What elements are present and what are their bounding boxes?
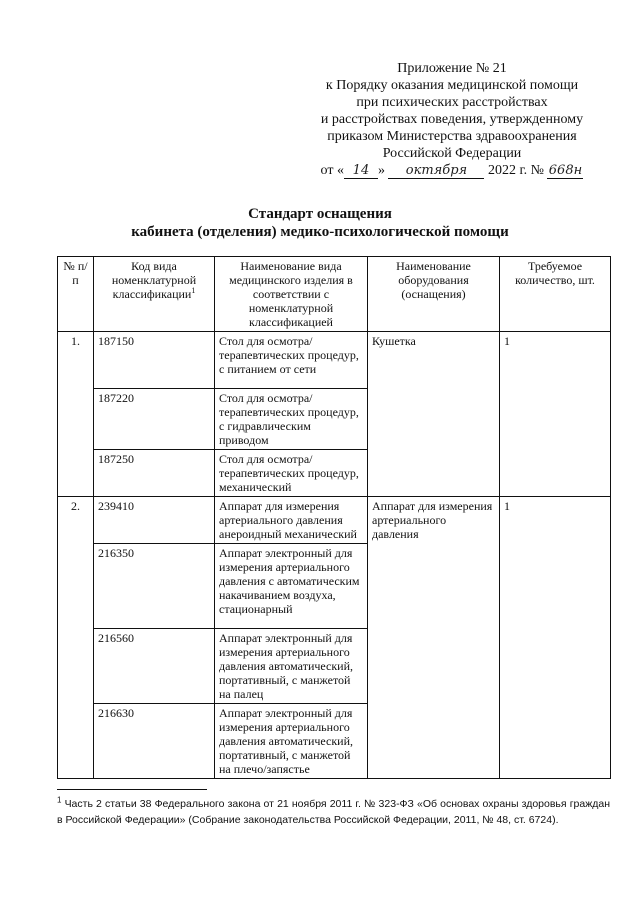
- row-device-name: Аппарат электронный для измерения артериального давления с автоматическим накачиванием воздуха, стационарный: [215, 544, 368, 629]
- row-qty: 1: [500, 497, 611, 779]
- header-code: [94, 257, 215, 332]
- appendix-line: и расстройствах поведения, утвержденному: [320, 112, 584, 127]
- footnote: [57, 796, 610, 828]
- appendix-line: приказом Министерства здравоохранения: [327, 129, 577, 144]
- row-equipment: Аппарат для измерения артериального давления: [368, 497, 500, 779]
- equipment-standard-table: [57, 256, 611, 779]
- row-code: 216630: [94, 704, 215, 779]
- row-device-name: Аппарат для измерения артериального давления анероидный механический: [215, 497, 368, 544]
- row-code: 239410: [94, 497, 215, 544]
- document-title: [0, 205, 640, 241]
- footnote-divider: [57, 789, 207, 790]
- date-day: 14: [344, 164, 378, 179]
- appendix-date-line: [302, 162, 602, 179]
- header-num: № п/п: [58, 257, 94, 332]
- table-row: [58, 332, 611, 389]
- appendix-line: к Порядку оказания медицинской помощи: [325, 78, 579, 93]
- row-device-name: Аппарат электронный для измерения артериального давления автоматический, портативный, с манжетой на плечо/запястье: [215, 704, 368, 779]
- footnote-ref: 1: [191, 286, 196, 295]
- header-qty: Требуемое количество, шт.: [500, 257, 611, 332]
- appendix-line: Российской Федерации: [382, 146, 522, 161]
- appendix-number: Приложение № 21: [397, 61, 507, 76]
- row-code: 216560: [94, 629, 215, 704]
- title-line-1: Стандарт оснащения: [248, 206, 392, 222]
- row-device-name: Стол для осмотра/терапевтических процедур, механический: [215, 450, 368, 497]
- row-number: 1.: [58, 332, 94, 497]
- header-equipment: Наименование оборудования (оснащения): [368, 257, 500, 332]
- header-code-text: Код вида номенклатурной классификации: [111, 259, 197, 301]
- appendix-header: [302, 60, 602, 179]
- footnote-text: Часть 2 статьи 38 Федерального закона от 21 ноября 2011 г. № 323-ФЗ «Об основах охраны здоровья граждан в Российской Федерации» (Собрание законодательства Российской Федерации, 2011, № 48, ст. 6724).: [57, 798, 610, 826]
- date-month: октября: [388, 164, 484, 179]
- date-mid: »: [377, 163, 385, 178]
- row-code: 187220: [94, 389, 215, 450]
- header-name: Наименование вида медицинского изделия в соответствии с номенклатурной классификацией: [215, 257, 368, 332]
- row-qty: 1: [500, 332, 611, 497]
- footnote-mark: 1: [57, 795, 62, 805]
- row-code: 216350: [94, 544, 215, 629]
- row-device-name: Аппарат электронный для измерения артериального давления автоматический, портативный, с манжетой на палец: [215, 629, 368, 704]
- table-row: [58, 497, 611, 544]
- date-year: 2022 г. №: [487, 163, 544, 178]
- table-header-row: [58, 257, 611, 332]
- title-line-2: кабинета (отделения) медико-психологической помощи: [131, 224, 509, 240]
- date-prefix: от «: [320, 163, 344, 178]
- row-code: 187250: [94, 450, 215, 497]
- row-equipment: Кушетка: [368, 332, 500, 497]
- row-code: 187150: [94, 332, 215, 389]
- appendix-line: при психических расстройствах: [356, 95, 548, 110]
- order-number: 668н: [548, 163, 583, 178]
- row-number: 2.: [58, 497, 94, 779]
- row-device-name: Стол для осмотра/терапевтических процедур, с питанием от сети: [215, 332, 368, 389]
- row-device-name: Стол для осмотра/терапевтических процедур, с гидравлическим приводом: [215, 389, 368, 450]
